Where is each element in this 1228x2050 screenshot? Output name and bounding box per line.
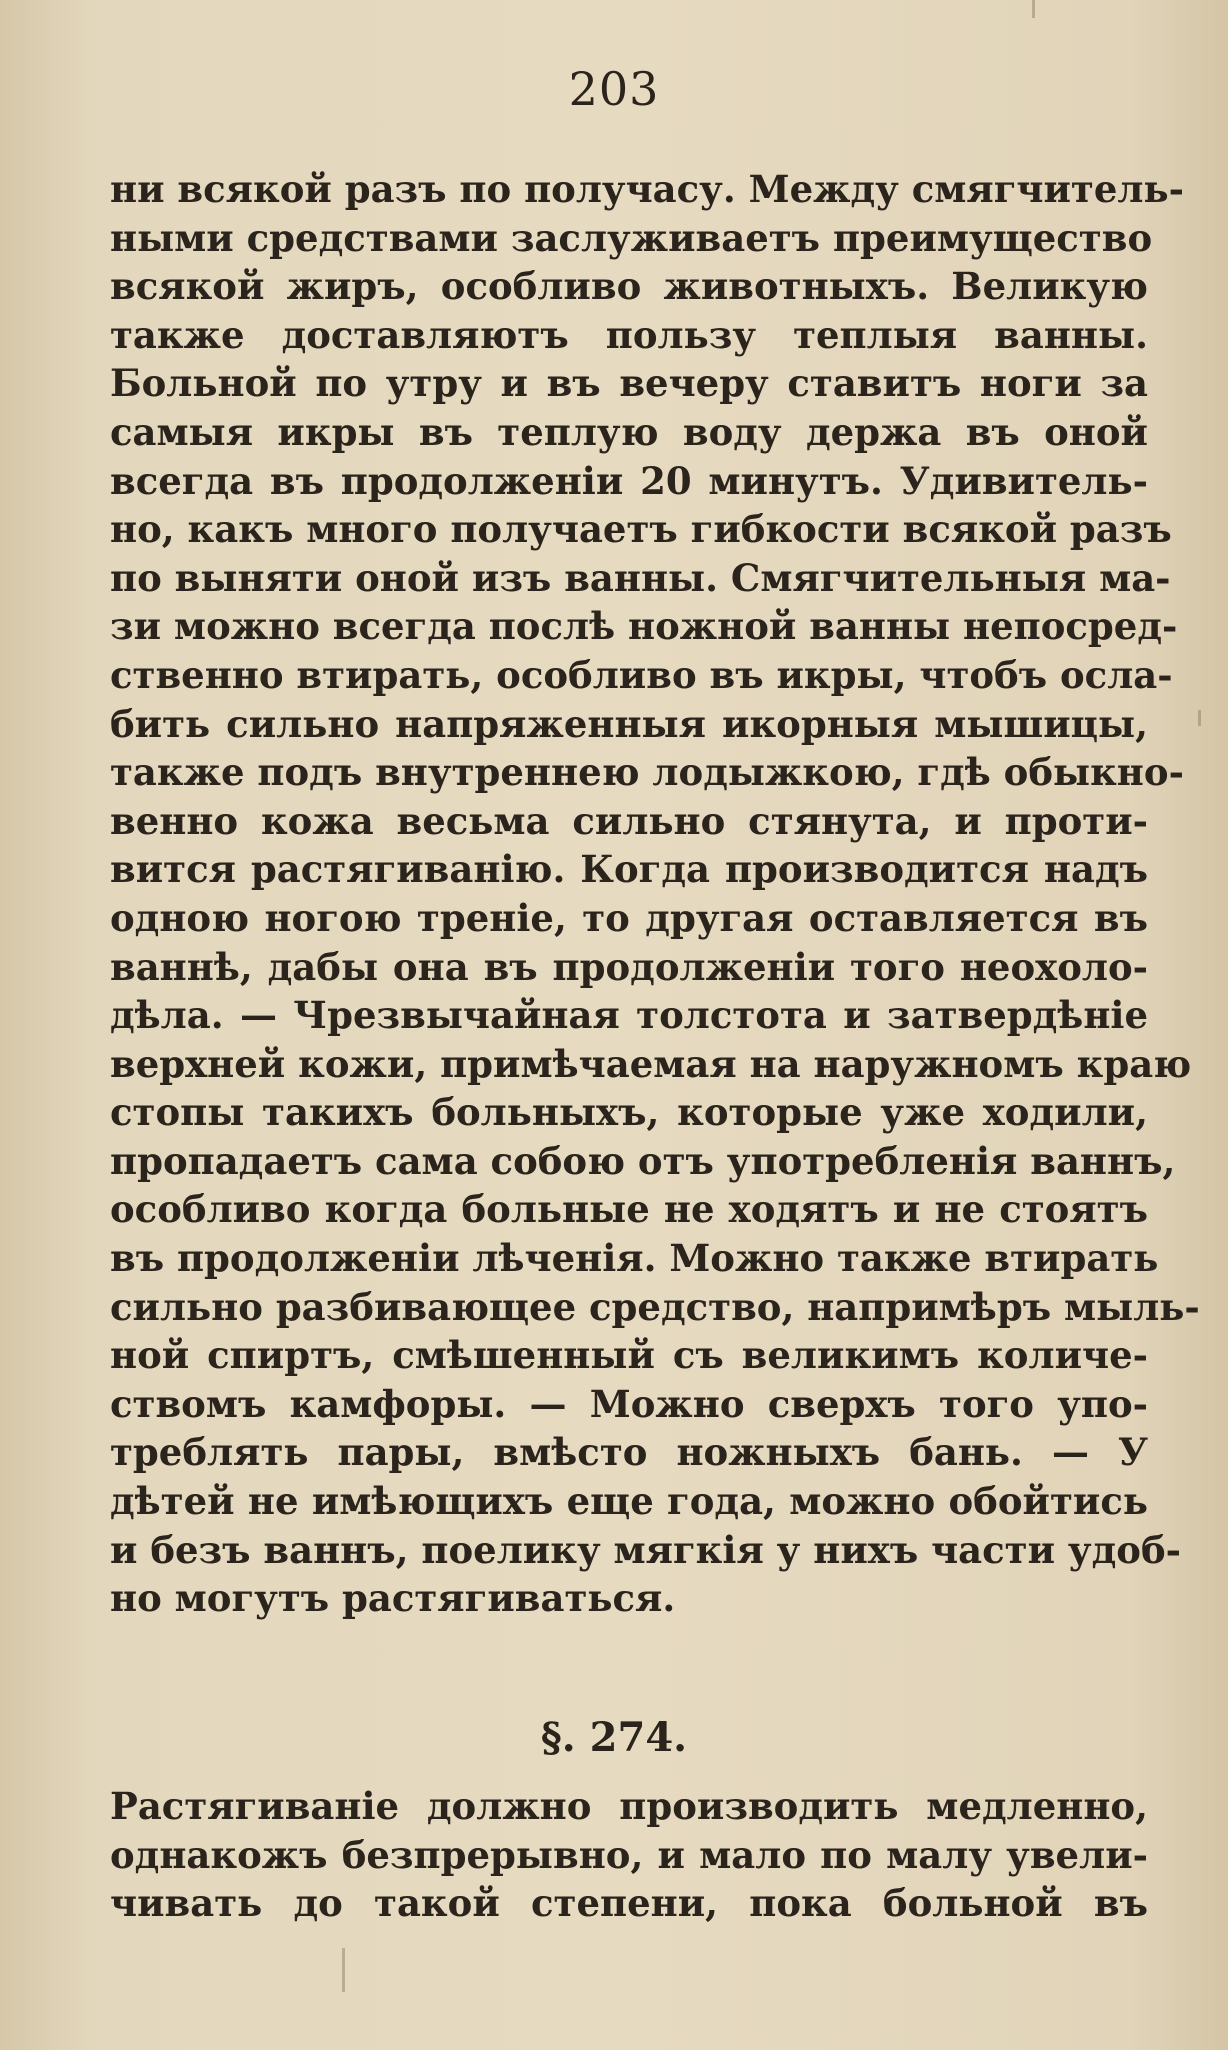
text-line: самыя икры въ теплую воду держа въ оной (110, 409, 1148, 454)
text-line: венно кожа весьма сильно стянута, и проти- (110, 798, 1148, 843)
text-line: пропадаетъ сама собою отъ употребленiя ваннъ, (110, 1138, 1176, 1183)
text-line: ными средствами заслуживаетъ преимущество (110, 215, 1153, 260)
text-line: ни всякой разъ по получасу. Между смягчитель- (110, 167, 1184, 211)
text-line: также доставляютъ пользу теплыя ванны. (110, 312, 1148, 357)
page-number: 203 (568, 62, 660, 116)
paper-mark (1198, 710, 1201, 726)
text-line: ной спиртъ, смѣшенный съ великимъ количе- (110, 1333, 1148, 1378)
text-line: дѣла. — Чрезвычайная толстота и затвердѣнiе (110, 993, 1148, 1038)
text-line: но могутъ растягиваться. (110, 1576, 676, 1621)
text-line: и безъ ваннъ, поелику мягкiя у нихъ части удоб- (110, 1527, 1181, 1572)
text-line: ваннѣ, дабы она въ продолженiи того неохоло- (110, 944, 1148, 989)
text-line: стопы такихъ больныхъ, которые уже ходили, (110, 1090, 1148, 1135)
paper-mark (1032, 0, 1035, 18)
next-paragraph (110, 1782, 1148, 1928)
text-line: сильно разбивающее средство, напримѣръ мыль- (110, 1284, 1200, 1329)
text-line: но, какъ много получаетъ гибкости всякой разъ (110, 507, 1172, 552)
text-line: вится растягиванiю. Когда производится надъ (110, 847, 1148, 892)
text-line: ствомъ камфоры. — Можно сверхъ того упо- (110, 1381, 1148, 1426)
text-line: верхней кожи, примѣчаемая на наружномъ краю (110, 1041, 1192, 1086)
text-line: Больной по утру и въ вечеру ставитъ ноги за (110, 361, 1148, 406)
text-line: одною ногою тренiе, то другая оставляется въ (110, 895, 1148, 940)
text-line: однакожъ безпрерывно, и мало по малу увели- (110, 1832, 1148, 1877)
text-line: дѣтей не имѣющихъ еще года, можно обойтись (110, 1479, 1148, 1524)
text-line: бить сильно напряженныя икорныя мышицы, (110, 701, 1148, 746)
text-line: всякой жиръ, особливо животныхъ. Великую (110, 264, 1148, 309)
section-heading: §. 274. (540, 1714, 688, 1761)
text-line: Растягиванiе должно производить медленно, (110, 1784, 1148, 1828)
text-line: въ продолженiи лѣченiя. Можно также втирать (110, 1236, 1159, 1281)
text-line: всегда въ продолженiи 20 минутъ. Удивитель- (110, 458, 1148, 503)
text-line: также подъ внутреннею лодыжкою, гдѣ обыкно- (110, 750, 1184, 795)
text-line: особливо когда больные не ходятъ и не стоятъ (110, 1187, 1148, 1232)
paper-mark (342, 1948, 345, 1992)
text-line: зи можно всегда послѣ ножной ванны непосред- (110, 604, 1178, 649)
text-line: чивать до такой степени, пока больной въ (110, 1881, 1148, 1926)
text-line: треблять пары, вмѣсто ножныхъ бань. — У (110, 1430, 1148, 1475)
text-line: по выняти оной изъ ванны. Смягчительныя ма- (110, 555, 1171, 600)
main-paragraph (110, 165, 1200, 1623)
text-line: ственно втирать, особливо въ икры, чтобъ осла- (110, 652, 1173, 697)
